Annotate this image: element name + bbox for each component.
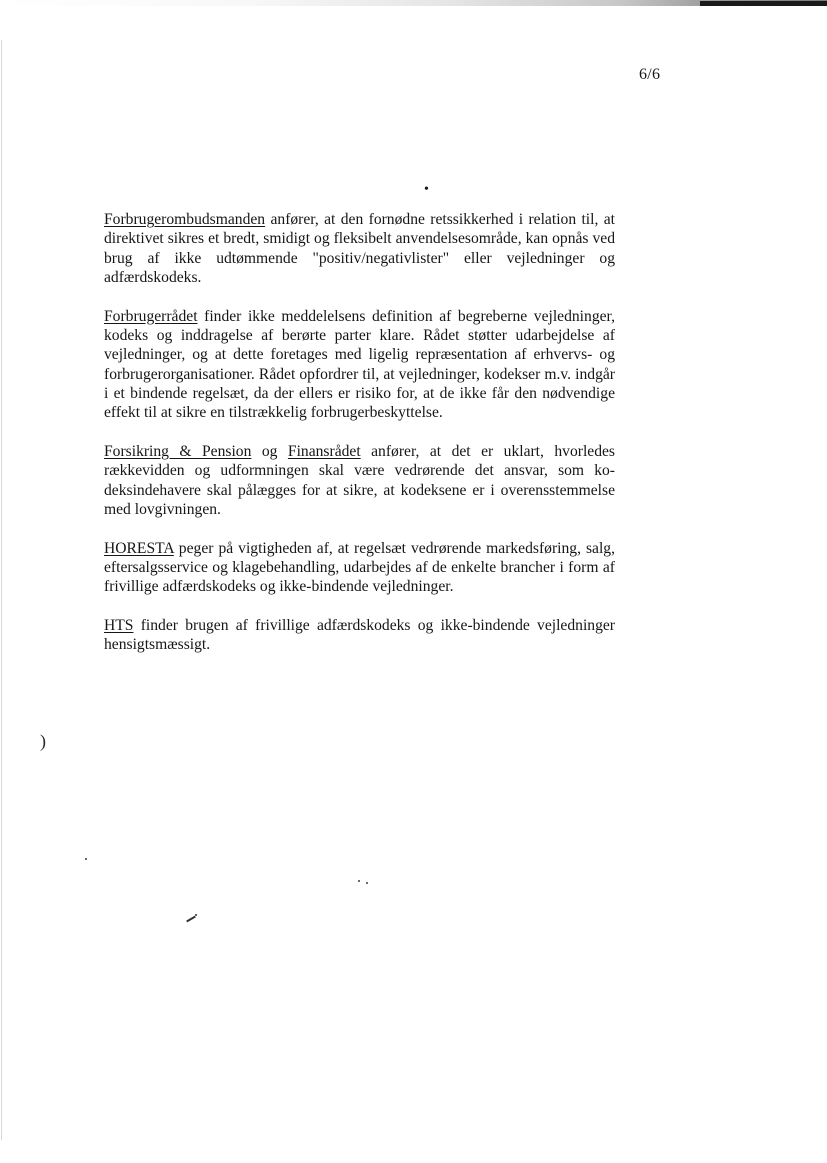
- scan-stroke-mark: [186, 916, 196, 923]
- page-number: 6/6: [639, 66, 661, 83]
- org-name-hts: HTS: [104, 617, 134, 635]
- paragraph-forsikring-finansraadet: [104, 442, 615, 519]
- paragraph-horesta: [104, 539, 615, 597]
- paragraph-text: anfører, at det er uklart, hvorledes rækkevidden og udformningen skal være vedrørende det ansvar, som kodeksindehavere skal pålægges for at sikre, at kodeksene er i overensstemmelse med lovgivningen.: [104, 442, 615, 518]
- scan-speck: [85, 858, 87, 860]
- org-name-forsikring-pension: Forsikring & Pension: [104, 442, 252, 460]
- org-name-forbrugerraadet: Forbrugerrådet: [104, 307, 198, 325]
- scan-speck: [195, 914, 197, 916]
- org-joiner: og: [251, 442, 288, 460]
- scan-edge-bar: [700, 1, 827, 6]
- org-name-forbrugerombudsmanden: Forbrugerombudsmanden: [104, 211, 266, 228]
- paragraph-text: anfører, at den fornødne retssikkerhed i relation til, at direktivet sikres et bredt, smidigt og fleksibelt anvendelsesområde, kan opnås ved brug af ikke udtømmende "positiv/negativlister" eller vejledninger og adfærdskodeks.: [104, 211, 615, 286]
- org-name-finansraadet: Finansrådet: [287, 442, 361, 460]
- paragraph-forbrugerombudsmanden: [104, 210, 615, 287]
- scan-left-edge: [1, 40, 2, 1140]
- bullet-mark: •: [424, 182, 429, 197]
- org-name-horesta: HORESTA: [104, 539, 174, 557]
- document-body: [104, 210, 615, 674]
- paragraph-text: peger på vigtigheden af, at regelsæt vedrørende markedsføring, salg, eftersalgsservice og klagebehandling, udarbejdes af de enkelte brancher i form af frivillige adfærdskodeks og ikke-bindende vejledninger.: [104, 539, 615, 596]
- stray-parenthesis-mark: ): [40, 731, 46, 751]
- paragraph-text: finder brugen af frivillige adfærdskodeks og ikke-bindende vejledninger hensigtsmæssigt.: [104, 617, 615, 654]
- scan-speck: [366, 882, 368, 884]
- scan-speck: [358, 880, 360, 882]
- paragraph-hts: [104, 616, 615, 655]
- paragraph-text: finder ikke meddelelsens definition af begreberne vejledninger, kodeks og inddragelse af berørte parter klare. Rådet støtter udarbejdelse af vejledninger, og at dette foretages med ligelig repræsentation af erhvervs- og forbrugerorganisationer. Rådet opfordrer til, at vejledninger, kodekser m.v. indgår i et bindende regelsæt, da der ellers er risiko for, at de ikke får den nødvendige effekt til at sikre en tilstrækkelig forbrugerbeskyttelse.: [104, 307, 615, 422]
- paragraph-forbrugerraadet: [104, 307, 615, 423]
